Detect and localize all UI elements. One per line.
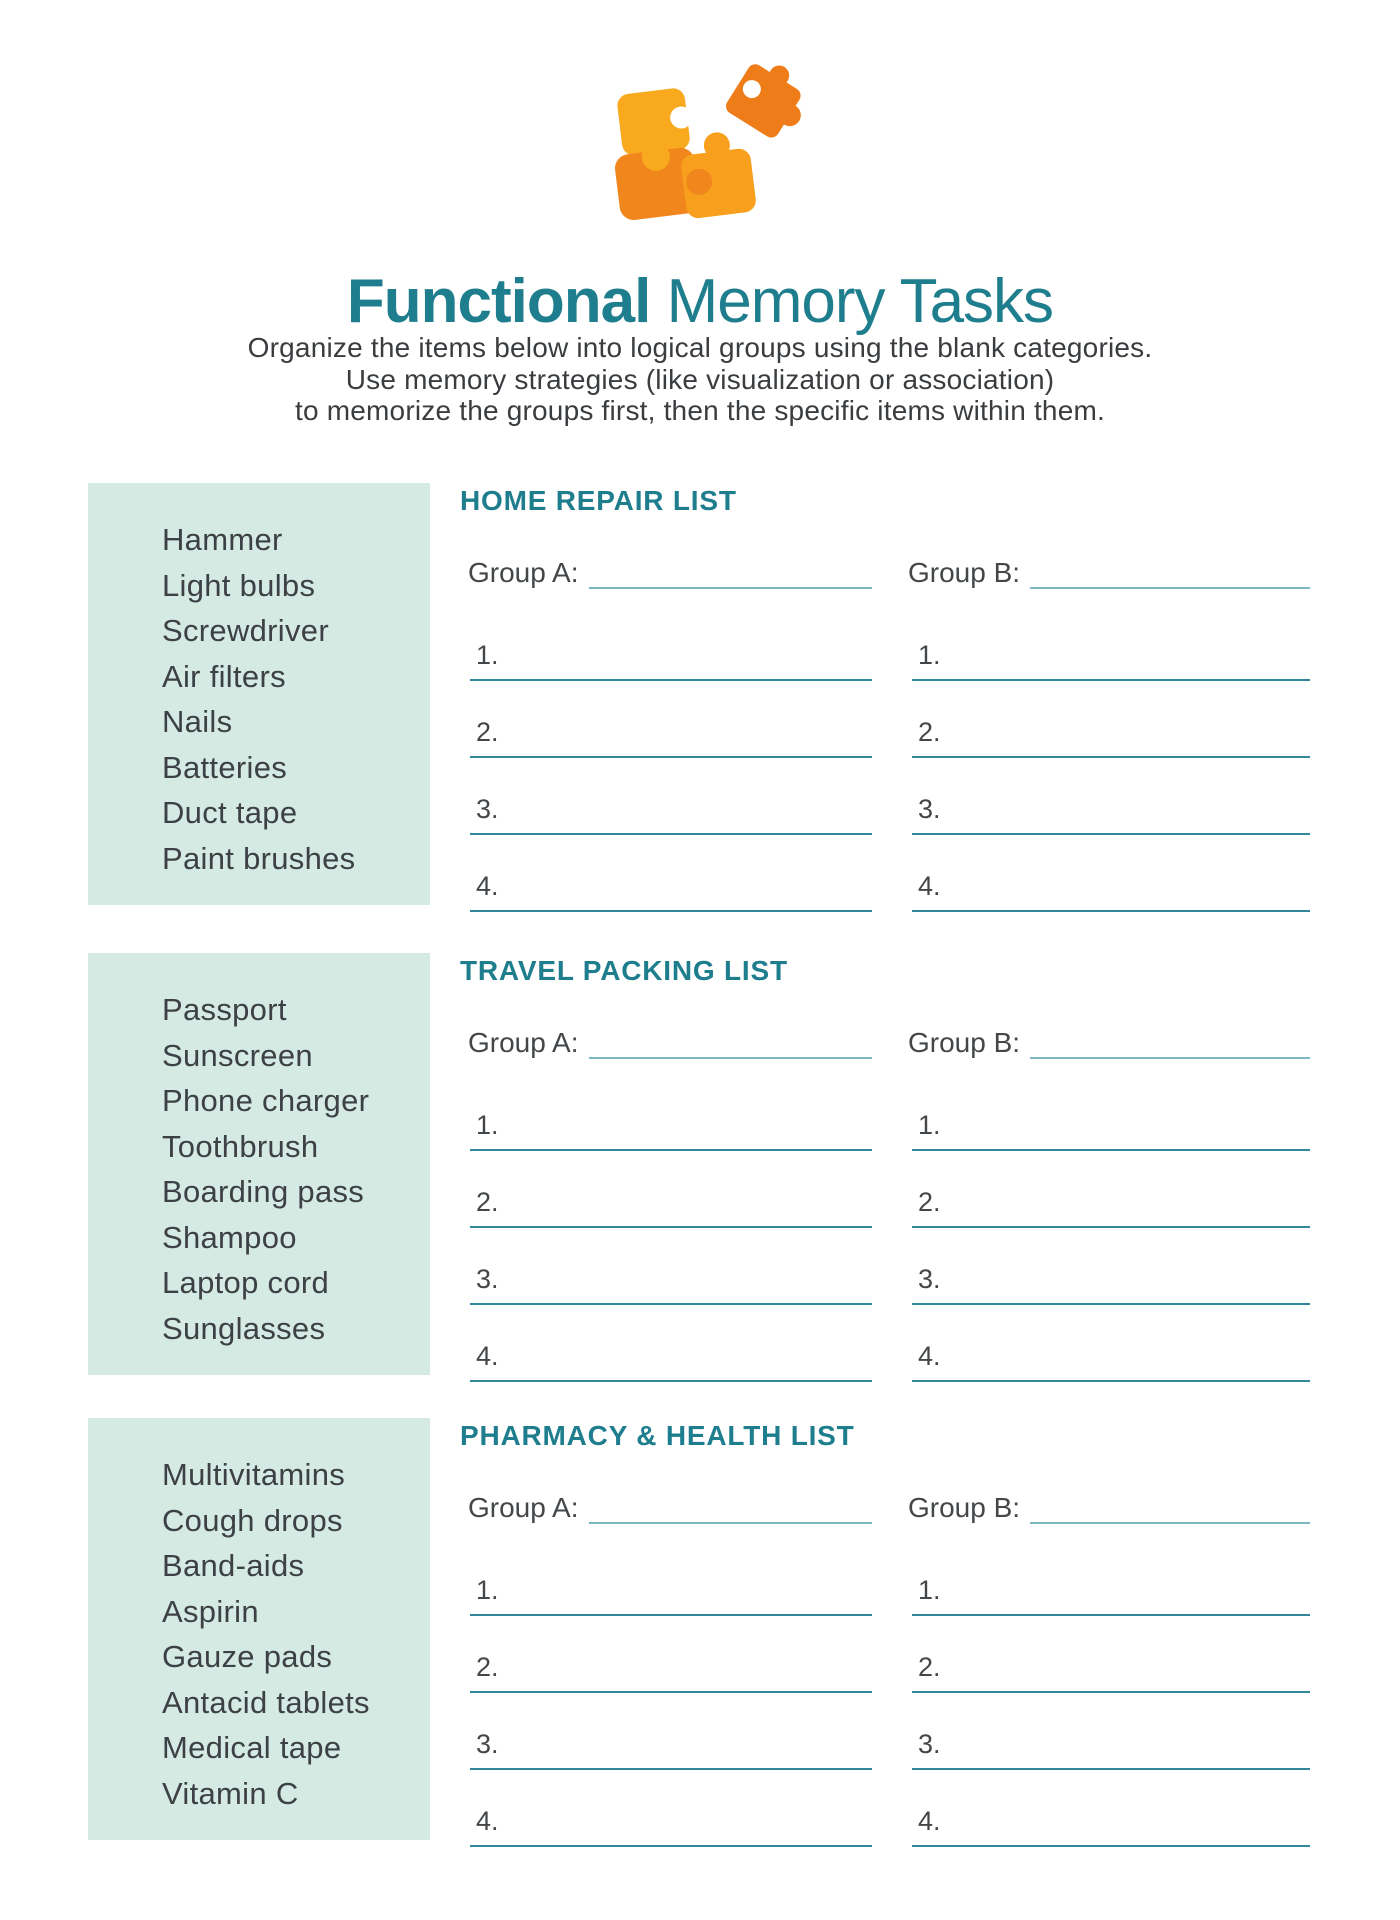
list-item: Gauze pads — [162, 1639, 333, 1674]
answer-number: 4. — [918, 1341, 941, 1371]
answer-number: 2. — [918, 1652, 941, 1682]
answer-line-b3 — [912, 1729, 1310, 1770]
list-item: Aspirin — [162, 1593, 259, 1629]
group-b-label: Group B: — [908, 1027, 1021, 1058]
answer-number: 2. — [476, 1187, 499, 1217]
instruction-line: Organize the items below into logical groups using the blank categories. — [247, 332, 1153, 363]
word-bank-home-repair — [88, 483, 430, 905]
list-item: Vitamin C — [162, 1775, 299, 1811]
answer-number: 1. — [476, 1110, 499, 1140]
answer-line-b2 — [912, 717, 1310, 758]
list-item: Antacid tablets — [162, 1684, 370, 1720]
group-a-label: Group A: — [468, 557, 579, 588]
group-b-field — [908, 1025, 1310, 1059]
section-pharmacy-health — [0, 1418, 1400, 1878]
answer-number: 4. — [476, 1341, 499, 1371]
answer-number: 3. — [918, 1264, 941, 1294]
list-item: Cough drops — [162, 1502, 343, 1538]
list-item: Sunglasses — [162, 1310, 326, 1346]
list-item: Nails — [162, 704, 233, 739]
instruction-line: Use memory strategies (like visualization or association) — [345, 363, 1055, 395]
page-title-bold: Functional — [346, 266, 651, 336]
word-bank-pharmacy-health — [88, 1418, 430, 1840]
list-item: Laptop cord — [162, 1265, 330, 1300]
answer-line-b2 — [912, 1652, 1310, 1693]
list-item: Phone charger — [162, 1083, 370, 1118]
group-a-blank-line — [589, 553, 872, 589]
group-a-field — [468, 1025, 872, 1059]
list-item: Toothbrush — [162, 1128, 319, 1164]
answer-number: 3. — [918, 794, 941, 824]
list-item: Duct tape — [162, 795, 298, 830]
group-b-field — [908, 1490, 1310, 1524]
answer-number: 1. — [476, 1575, 499, 1605]
puzzle-pieces-icon — [585, 60, 815, 232]
group-a-blank-line — [589, 1488, 872, 1524]
list-item: Shampoo — [162, 1219, 297, 1255]
list-item: Screwdriver — [162, 613, 329, 648]
answer-number: 1. — [918, 640, 941, 670]
list-item: Boarding pass — [162, 1174, 365, 1209]
answer-line-b2 — [912, 1187, 1310, 1228]
answer-line-b3 — [912, 794, 1310, 835]
list-item: Light bulbs — [162, 567, 316, 603]
group-a-field — [468, 555, 872, 589]
answer-number: 2. — [476, 717, 499, 747]
group-b-label: Group B: — [908, 557, 1021, 588]
list-item: Multivitamins — [162, 1457, 346, 1492]
answer-number: 3. — [476, 1729, 499, 1759]
answer-line-b4 — [912, 1806, 1310, 1847]
answer-number: 4. — [918, 1806, 941, 1836]
answer-number: 1. — [918, 1110, 941, 1140]
group-a-field — [468, 1490, 872, 1524]
section-home-repair — [0, 483, 1400, 943]
answer-line-b4 — [912, 871, 1310, 912]
list-item: Medical tape — [162, 1730, 342, 1765]
answer-line-a3 — [470, 794, 872, 835]
answer-line-b3 — [912, 1264, 1310, 1305]
section-heading: HOME REPAIR LIST — [460, 485, 737, 516]
answer-line-a4 — [470, 1806, 872, 1847]
answer-number: 4. — [918, 871, 941, 901]
list-item: Paint brushes — [162, 840, 356, 876]
group-b-field — [908, 555, 1310, 589]
page-title-light: Memory Tasks — [650, 266, 1054, 336]
group-b-label: Group B: — [908, 1492, 1021, 1523]
answer-line-b4 — [912, 1341, 1310, 1382]
answer-number: 3. — [476, 794, 499, 824]
answer-line-a1 — [470, 1110, 872, 1151]
answer-number: 1. — [918, 1575, 941, 1605]
list-item: Hammer — [162, 522, 283, 557]
answer-line-b1 — [912, 1575, 1310, 1616]
group-a-label: Group A: — [468, 1492, 579, 1523]
answer-line-b1 — [912, 640, 1310, 681]
answer-line-a3 — [470, 1264, 872, 1305]
group-b-blank-line — [1030, 1488, 1310, 1524]
answer-number: 2. — [476, 1652, 499, 1682]
section-heading: TRAVEL PACKING LIST — [460, 955, 788, 986]
answer-line-b1 — [912, 1110, 1310, 1151]
answer-line-a2 — [470, 1652, 872, 1693]
answer-line-a1 — [470, 1575, 872, 1616]
answer-line-a2 — [470, 1187, 872, 1228]
instruction-line: to memorize the groups first, then the specific items within them. — [295, 395, 1105, 426]
word-bank-travel-packing — [88, 953, 430, 1375]
answer-number: 3. — [476, 1264, 499, 1294]
section-heading: PHARMACY & HEALTH LIST — [460, 1420, 855, 1451]
instructions — [0, 332, 1400, 427]
group-a-label: Group A: — [468, 1027, 579, 1058]
answer-line-a3 — [470, 1729, 872, 1770]
list-item: Sunscreen — [162, 1037, 313, 1073]
answer-number: 1. — [476, 640, 499, 670]
answer-number: 4. — [476, 871, 499, 901]
group-b-blank-line — [1030, 553, 1310, 589]
answer-line-a2 — [470, 717, 872, 758]
group-b-blank-line — [1030, 1023, 1310, 1059]
answer-line-a1 — [470, 640, 872, 681]
list-item: Batteries — [162, 749, 288, 785]
page-title — [0, 266, 1400, 338]
list-item: Band-aids — [162, 1548, 305, 1583]
answer-number: 2. — [918, 1187, 941, 1217]
list-item: Passport — [162, 992, 287, 1027]
answer-line-a4 — [470, 871, 872, 912]
answer-line-a4 — [470, 1341, 872, 1382]
answer-number: 2. — [918, 717, 941, 747]
answer-number: 3. — [918, 1729, 941, 1759]
answer-number: 4. — [476, 1806, 499, 1836]
section-travel-packing — [0, 953, 1400, 1413]
group-a-blank-line — [589, 1023, 872, 1059]
list-item: Air filters — [162, 658, 286, 694]
